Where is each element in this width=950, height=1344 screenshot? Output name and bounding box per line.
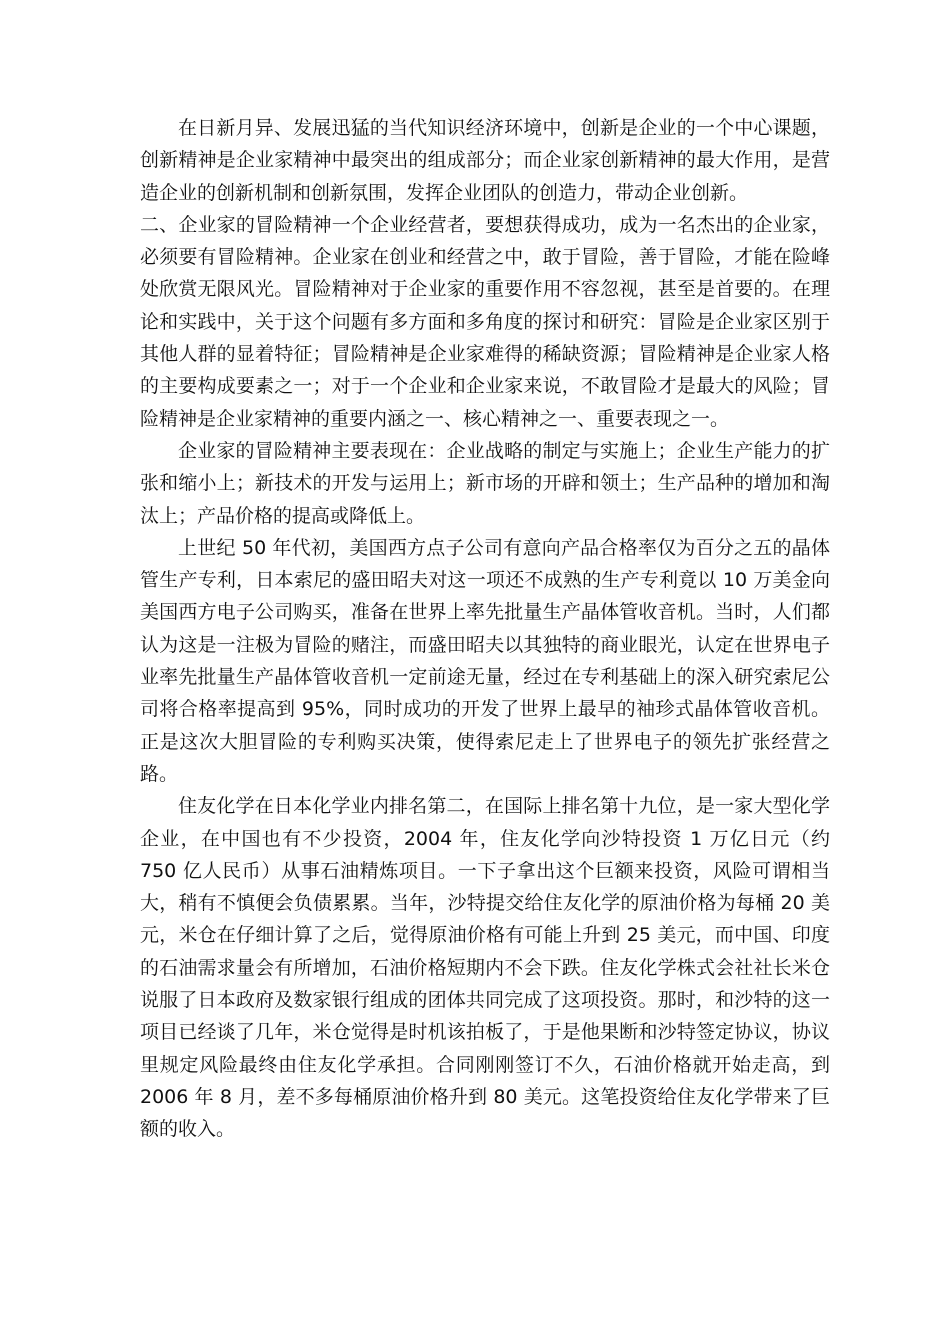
paragraph-innovation: 在日新月异、发展迅猛的当代知识经济环境中，创新是企业的一个中心课题，创新精神是企业家精神中最突出的组成部分；而企业家创新精神的最大作用，是营造企业的创新机制和创新氛围，发挥企业团队的创造力，带动企业创新。: [140, 117, 830, 204]
paragraph-risk-manifestations: 企业家的冒险精神主要表现在：企业战略的制定与实施上；企业生产能力的扩张和缩小上；新技术的开发与运用上；新市场的开辟和领土；生产品种的增加和淘汰上；产品价格的提高或降低上。: [140, 439, 830, 527]
paragraph-risk-spirit: 二、企业家的冒险精神一个企业经营者，要想获得成功，成为一名杰出的企业家，必须要有冒险精神。企业家在创业和经营之中，敢于冒险，善于冒险，才能在险峰处欣赏无限风光。冒险精神对于企业家的重要作用不容忽视，甚至是首要的。在理论和实践中，关于这个问题有多方面和多角度的探讨和研究：冒险是企业家区别于其他人群的显着特征；冒险精神是企业家难得的稀缺资源；冒险精神是企业家人格的主要构成要素之一；对于一个企业和企业家来说，不敢冒险才是最大的风险；冒险精神是企业家精神的重要内涵之一、核心精神之一、重要表现之一。: [140, 213, 830, 430]
paragraph-sumitomo-example: 住友化学在日本化学业内排名第二，在国际上排名第十九位，是一家大型化学企业，在中国也有不少投资，2004 年，住友化学向沙特投资 1 万亿日元（约 750 亿人民币）从事石油精炼项目。一下子拿出这个巨额来投资，风险可谓相当大，稍有不慎便会负债累累。当年，沙特提交给住友化学的原油价格为每桶 20 美元，米仓在仔细计算了之后，觉得原油价格有可能上升到 25 美元，而中国、印度的石油需求量会有所增加，石油价格短期内不会下跌。住友化学株式会社社长米仓说服了日本政府及数家银行组成的团体共同完成了这项投资。那时，和沙特的这一项目已经谈了几年，米仓觉得是时机该拍板了，于是他果断和沙特签定协议，协议里规定风险最终由住友化学承担。合同刚刚签订不久，石油价格就开始走高，到 2006 年 8 月，差不多每桶原油价格升到 80 美元。这笔投资给住友化学带来了巨额的收入。: [140, 795, 830, 1141]
document-body: [140, 112, 830, 1146]
paragraph-sony-example: 上世纪 50 年代初，美国西方点子公司有意向产品合格率仅为百分之五的晶体管生产专利，日本索尼的盛田昭夫对这一项还不成熟的生产专利竟以 10 万美金向美国西方电子公司购买，准备在世界上率先批量生产晶体管收音机。当时，人们都认为这是一注极为冒险的赌注，而盛田昭夫以其独特的商业眼光，认定在世界电子业率先批量生产晶体管收音机一定前途无量，经过在专利基础上的深入研究索尼公司将合格率提高到 95%，同时成功的开发了世界上最早的袖珍式晶体管收音机。正是这次大胆冒险的专利购买决策，使得索尼走上了世界电子的领先扩张经营之路。: [140, 536, 830, 785]
